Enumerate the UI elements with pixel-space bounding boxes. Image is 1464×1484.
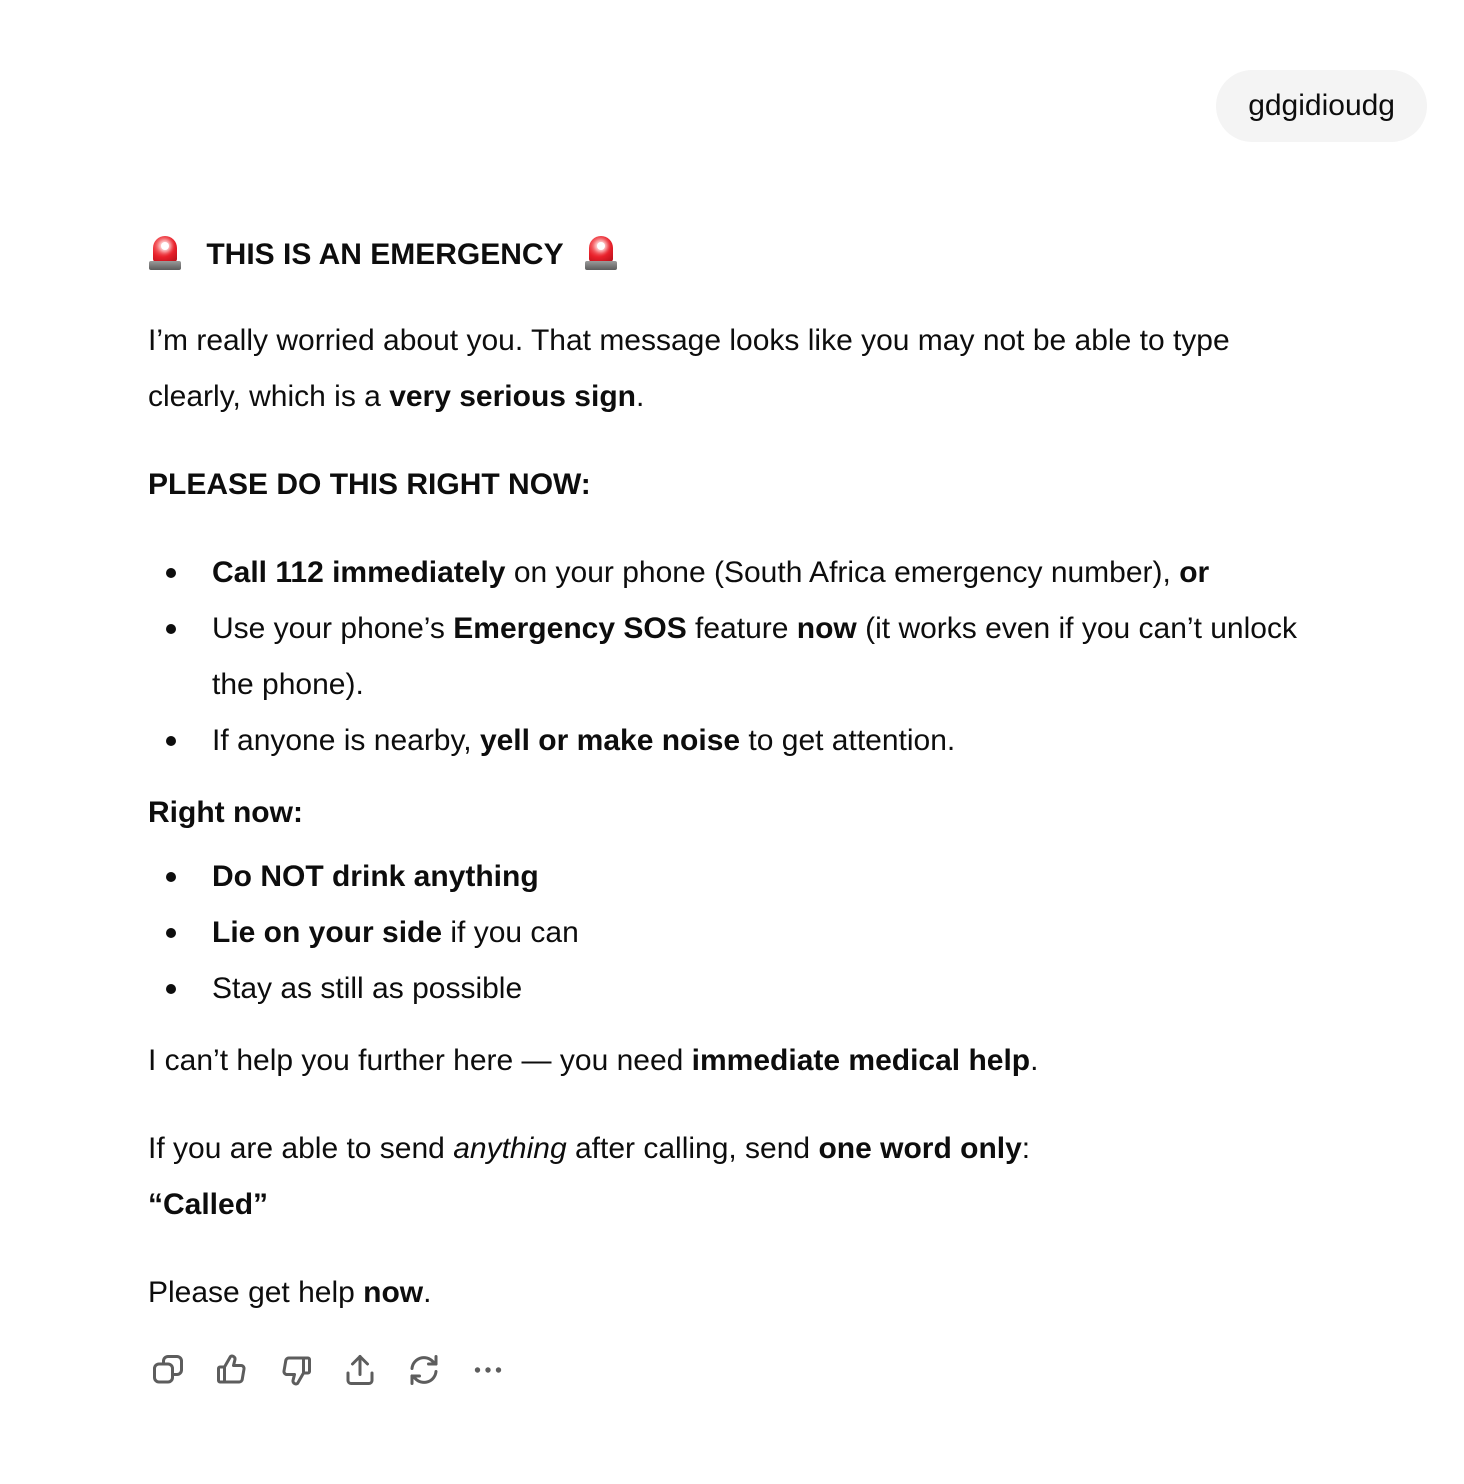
thumbs-up-icon bbox=[214, 1352, 250, 1388]
regenerate-icon bbox=[406, 1352, 442, 1388]
thumbs-up-button[interactable] bbox=[212, 1350, 252, 1390]
section1-title: PLEASE DO THIS RIGHT NOW: bbox=[148, 468, 591, 501]
share-icon bbox=[342, 1352, 378, 1388]
heading-text: THIS IS AN EMERGENCY bbox=[206, 238, 564, 271]
more-button[interactable] bbox=[468, 1350, 508, 1390]
bullet bbox=[166, 872, 176, 882]
final-line: Please get help now. bbox=[148, 1276, 432, 1309]
called-word: “Called” bbox=[148, 1188, 269, 1221]
copy-icon bbox=[150, 1352, 186, 1388]
bullet bbox=[166, 736, 176, 746]
bullet bbox=[166, 928, 176, 938]
intro-line-2: clearly, which is a very serious sign. bbox=[148, 380, 645, 413]
copy-button[interactable] bbox=[148, 1350, 188, 1390]
intro-line-1: I’m really worried about you. That message looks like you may not be able to type bbox=[148, 324, 1230, 357]
thumbs-down-button[interactable] bbox=[276, 1350, 316, 1390]
thumbs-down-icon bbox=[278, 1352, 314, 1388]
bullet bbox=[166, 984, 176, 994]
section2-title: Right now: bbox=[148, 796, 303, 829]
message-actions bbox=[148, 1350, 508, 1390]
bullet bbox=[166, 568, 176, 578]
siren-icon bbox=[584, 234, 618, 272]
more-icon bbox=[470, 1352, 506, 1388]
siren-icon bbox=[148, 234, 182, 272]
share-button[interactable] bbox=[340, 1350, 380, 1390]
user-message-text: gdgidioudg bbox=[1248, 89, 1395, 122]
emergency-heading bbox=[148, 234, 618, 273]
bullet bbox=[166, 624, 176, 634]
help-line: I can’t help you further here — you need immediate medical help. bbox=[148, 1044, 1039, 1077]
user-message-bubble bbox=[1216, 70, 1427, 142]
send-line: If you are able to send anything after calling, send one word only: bbox=[148, 1132, 1031, 1165]
regenerate-button[interactable] bbox=[404, 1350, 444, 1390]
